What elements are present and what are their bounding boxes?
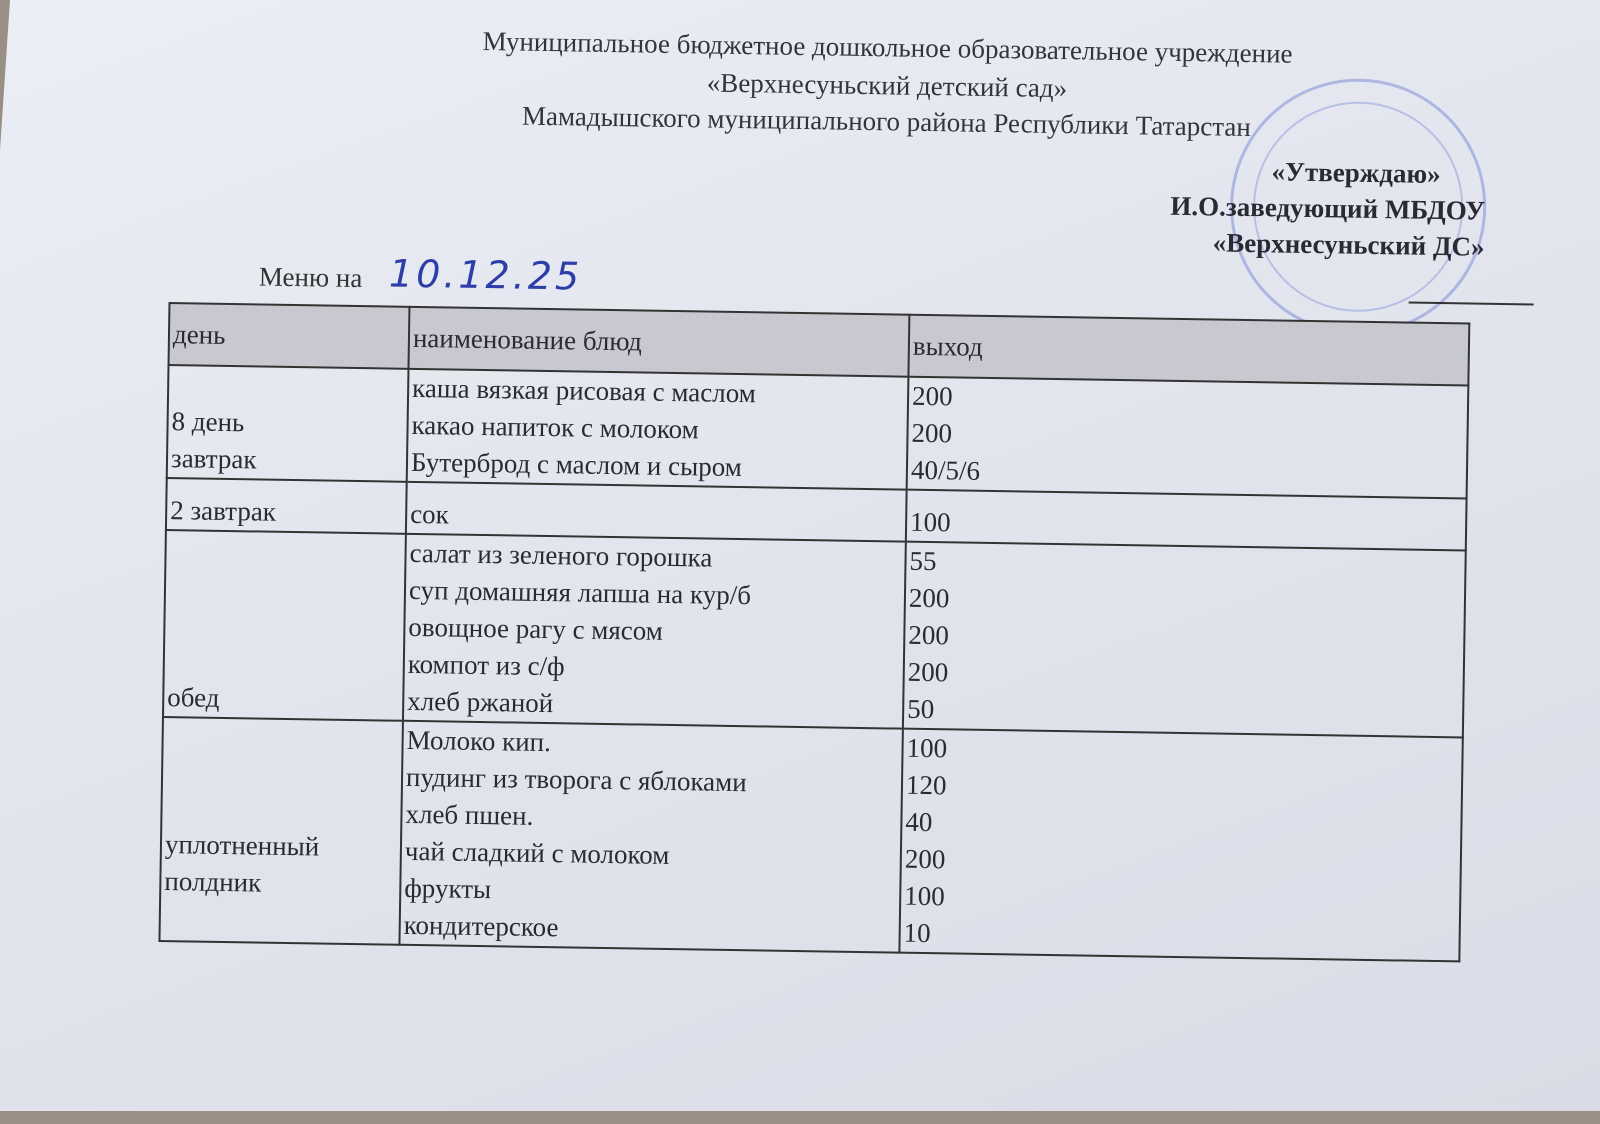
dish-item: суп домашняя лапша на кур/б [408,574,752,611]
header-dish-name: наименование блюд [408,307,909,377]
dish-item: пудинг из творога с яблоками [405,761,747,798]
yield-value: 200 [911,380,953,412]
dishes-cell [406,482,907,542]
menu-label: Меню на [258,261,363,294]
table-row [159,717,1462,961]
yield-value: 40 [905,806,933,838]
dish-item: сок [409,498,450,530]
institution-name-line1: Муниципальное бюджетное дошкольное образовательное учреждение [482,25,1293,69]
yield-value: 40/5/6 [910,454,981,486]
yield-value: 200 [904,843,946,875]
dishes-cell [399,721,902,953]
dish-item: какао напиток с молоком [411,409,699,445]
dish-item: Бутерброд с маслом и сыром [410,446,743,483]
meal-label: 2 завтрак [169,495,277,527]
yields-cell [907,377,1469,499]
yields-cell [899,729,1462,962]
dish-item: кондитерское [403,909,559,943]
meal-label: обед [167,682,220,713]
yield-value: 200 [908,619,950,651]
menu-date-handwritten: 10.12.25 [388,251,583,299]
dish-item: компот из с/ф [407,648,565,682]
approval-institution: «Верхнесуньский ДС» [1212,227,1485,262]
menu-table [158,302,1470,962]
yield-value: 200 [907,656,949,688]
yield-value: 200 [911,417,953,449]
yield-value: 100 [904,880,945,912]
meal-label: уплотненный [164,829,320,862]
institution-name-line2: «Верхнесуньский детский сад» [706,67,1068,104]
meal-cell [163,530,406,721]
dish-item: Молоко кип. [406,724,552,758]
yield-value: 10 [903,917,931,949]
header-yield: выход [908,315,1469,386]
yield-value: 120 [905,769,947,801]
meal-label: полдник [164,866,262,898]
institution-name-line3: Мамадышского муниципального района Республики Татарстан [521,100,1252,143]
meal-cell [167,365,409,482]
meal-label: завтрак [170,443,257,475]
yield-value: 55 [909,545,937,577]
dishes-cell [407,369,909,490]
dish-item: салат из зеленого горошка [409,537,713,573]
yield-value: 50 [906,693,935,725]
header-day: день [169,303,410,369]
dish-item: каша вязкая рисовая с маслом [411,372,757,409]
dish-item: хлеб пшен. [405,798,534,831]
yield-value: 200 [908,582,950,614]
approval-position: И.О.заведующий МБДОУ [1170,190,1486,226]
yields-cell [903,542,1466,738]
yields-cell [906,490,1467,551]
dish-item: чай сладкий с молоком [404,835,670,870]
yield-value: 100 [906,732,948,764]
dish-item: фрукты [404,872,492,905]
dishes-cell [403,534,906,729]
dish-item: хлеб ржаной [407,685,554,719]
yield-value: 100 [909,506,951,538]
meal-label: 8 день [171,406,245,438]
approval-title: «Утверждаю» [1271,156,1441,190]
meal-cell [166,478,407,534]
meal-cell [159,717,402,945]
table-row [163,530,1466,737]
dish-item: овощное рагу с мясом [408,611,664,646]
table-row [167,365,1469,498]
